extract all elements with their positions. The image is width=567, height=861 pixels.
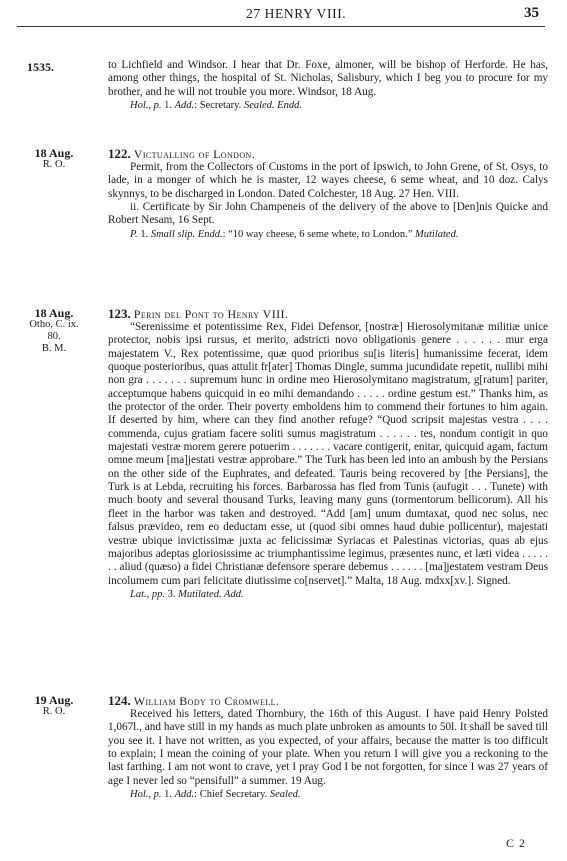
entry-124-heading <box>108 694 548 708</box>
entry-123-paragraph-1: “Serenissime et potentissime Rex, Fidei Defensor, [nostræ] Hierosolymitanæ militiæ unice protector, nobis ipsi rursus, et merito, adstricti novo obligationis genere . . . . . . mur erga majestatem V., Rex potentissime, quæ quod prioribus su[is literis] humanissime fecerat, idem quoque posterioribus, quas attulit fr[ater] Thomas Dingle, summa jucundidate repetit, nullibi mihi non gra . . . . . . . supremum hunc in ordine meo Hierosolymitano magistratum, g[ratum] pariter, acceptumque habens quicquid in eo mihi demandando . . . . . ordine gestum est.” Thanks him, as the protector of the order. Their poverty emboldens him to commend their fortunes to him again. If deserted by him, where can they find another refuge? “Quod scripsit majestas vestra . . . . commenda, cujus gratiam facere soliti sumus magistratum . . . . . . tes, nondum contigit in quo majestati vestræ morem gerere potuerim . . . . . . . vacare contigerit, enitar, quicquid agam, factum omne meum [ma]jestati vestræ approbare.” The Turk has been led into an ambush by the Persians on the other side of the Euphrates, and defeated. Tauris being recovered by [the Persians], the Turk is at Lebda, recruiting his forces. Barbarossa has fled from Tunis (aufugit . . . Tunete) with much booty and several thousand Turks, leaving many guns (tormentorum bellicorum). All his fleet in the harbor was taken and destroyed. “Add [am] unum dumtaxat, quod nec solus, nec falsus prævideo, rem eo deductam esse, ut (quod sibi omnes haud dubie pollicentur), majestati vestræ ubique invictissimæ juxta ac felicissimæ Syriacas et Palestinas victorias, quas ab ejus majoribus adeptas gloriosissime ac triumphantissime legimus, præsentes nunc, et læti videa . . . . . . . aliud (quæso) a fidei Christianæ defensore sperare debemus . . . . . . [ma]jestatem vestram Deus incolumem cum pari felicitate diutissime co[nservet].” Malta, 18 Aug. mdxx[xv.]. Signed. <box>108 321 548 587</box>
entry-123-note: Lat., pp. 3. Mutilated. Add. <box>130 588 244 600</box>
intro-paragraph: to Lichfield and Windsor. I hear that Dr. Foxe, almoner, will be bishop of Herforde. He has, among other things, the hospital of St. Nicholas, Salisbury, which I beg you to procure for my brother, and he will not trouble you more. Windsor, 18 Aug. <box>108 59 548 98</box>
entry-123 <box>108 307 548 601</box>
entry-122-source: R. O. <box>42 159 66 170</box>
margin-year: 1535. <box>27 60 54 74</box>
intro-continuation <box>108 59 548 112</box>
entry-123-heading <box>108 307 548 321</box>
entry-124-source: R. O. <box>42 706 66 717</box>
entry-122-number: 122. <box>108 146 131 161</box>
entry-123-margin <box>12 307 96 355</box>
page-number: 35 <box>524 5 539 21</box>
entry-123-number: 123. <box>108 306 131 321</box>
entry-124-number: 124. <box>108 693 131 708</box>
entry-122-heading <box>108 147 548 161</box>
entry-123-date: 18 Aug. <box>34 306 74 320</box>
entry-122-paragraph-2: ii. Certificate by Sir John Champeneis of the delivery of the above to [Den]nis Quicke and Robert Nesam, 16 Sept. <box>108 201 548 227</box>
entry-124 <box>108 694 548 801</box>
entry-122-date: 18 Aug. <box>34 146 74 160</box>
entry-124-paragraph-1: Received his letters, dated Thornbury, the 16th of this August. I have paid Henry Polsted 1,067l., and have still in my hands as much plate unbroken as amounts to 50l. It shall be saved till you see it. I have not written, as you expected, of your affairs, because the matter is too difficult to explain; I mean the coining of your plate. When you return I will give you a reckoning to the last farthing. I am not wont to crave, yet I pray God I be not forgotten, for since I was 27 years of age I never led so “pensifull” a summer. 19 Aug. <box>108 708 548 787</box>
entry-123-source-2: 80. <box>47 331 61 342</box>
entry-122-note: P. 1. Small slip. Endd.: “10 way cheese, 6 seme whete, to London.” Mutilated. <box>130 228 459 240</box>
entry-124-title: William Body to Cromwell. <box>133 694 280 708</box>
entry-123-source-3: B. M. <box>41 343 67 354</box>
entry-122 <box>108 147 548 241</box>
entry-123-source-1: Otho, C. ix. <box>29 319 79 330</box>
entry-124-margin <box>12 694 96 718</box>
entry-122-title: Victualling of London. <box>133 147 256 161</box>
intro-note: Hol., p. 1. Add.: Secretary. Sealed. Endd. <box>130 100 302 112</box>
entry-122-margin <box>12 147 96 171</box>
entry-123-title: Perin del Pont to Henry VIII. <box>133 307 289 321</box>
entry-124-note: Hol., p. 1. Add.: Chief Secretary. Sealed. <box>130 789 301 801</box>
entry-122-paragraph-1: Permit, from the Collectors of Customs in the port of Ipswich, to John Grene, of St. Osys, to lade, in a monger of which he is master, 12 wayes cheese, 6 seme wheat, and 10 doz. Calys skynnys, to be discharged in London. Dated Colchester, 18 Aug. 27 Hen. VIII. <box>108 161 548 200</box>
signature-mark: C 2 <box>506 836 527 850</box>
entry-124-date: 19 Aug. <box>34 693 74 707</box>
running-header-title: 27 HENRY VIII. <box>246 6 347 21</box>
header-rule <box>17 26 545 27</box>
